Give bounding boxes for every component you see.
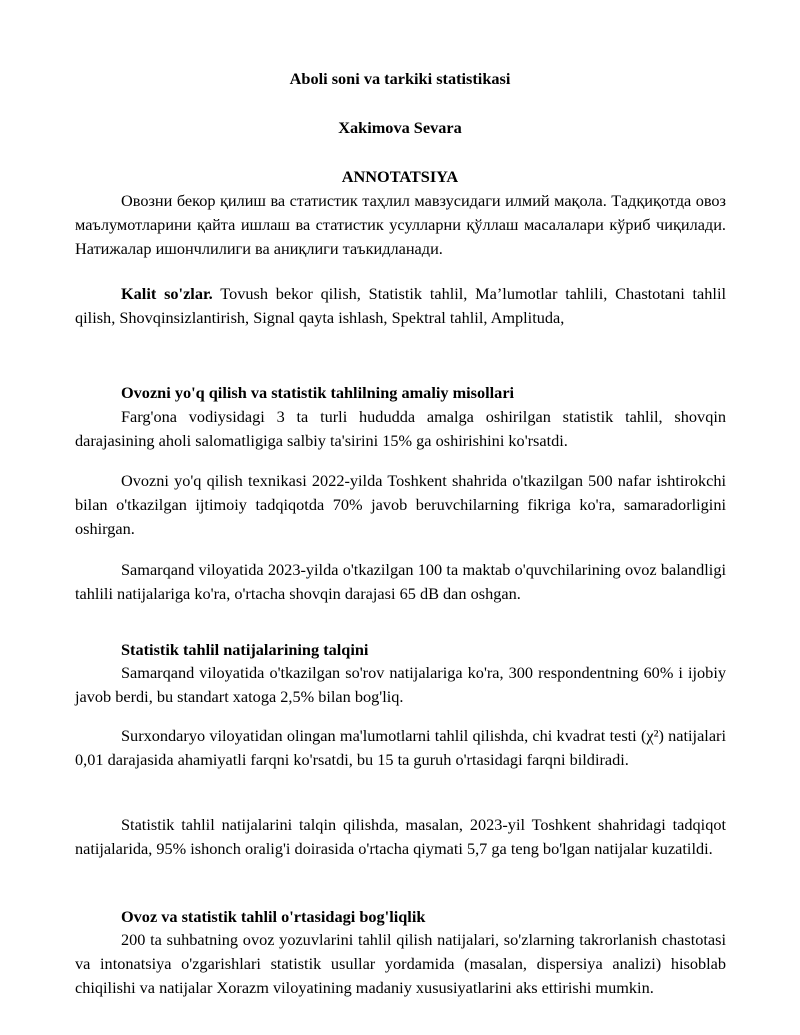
annotation-text: Овозни бекор қилиш ва статистик таҳлил мавзусидаги илмий мақола. Тадқиқотда овоз маълумотларини қайта ишлаш ва статистик усулларни қўллаш масалалари кўриб чиқилади. Натижалар ишончлилиги ва аниқлиги таъкидланади. bbox=[75, 191, 726, 258]
section1-paragraph-3: Samarqand viloyatida 2023-yilda o'tkazilgan 100 ta maktab o'quvchilarining ovoz balandligi tahlili natijalariga ko'ra, o'rtacha shovqin darajasi 65 dB dan oshgan. bbox=[75, 560, 726, 603]
section2-paragraph-2: Surxondaryo viloyatidan olingan ma'lumotlarni tahlil qilishda, chi kvadrat testi (χ²) natijalari 0,01 darajasida ahamiyatli farqni ko'rsatdi, bu 15 ta guruh o'rtasidagi farqni bildiradi. bbox=[75, 726, 726, 769]
annotation-heading: ANNOTATSIYA bbox=[341, 167, 459, 186]
section-heading-relationship: Ovoz va statistik tahlil o'rtasidagi bog'liqlik bbox=[121, 907, 426, 926]
section1-p3-block bbox=[75, 558, 726, 606]
annotation-block bbox=[75, 189, 726, 261]
section1-paragraph-1: Farg'ona vodiysidagi 3 ta turli hududda amalga oshirilgan statistik tahlil, shovqin darajasining aholi salomatligiga salbiy ta'sirini 15% ga oshirishini ko'rsatdi. bbox=[75, 407, 726, 450]
section1-p1-block bbox=[75, 405, 726, 453]
section2-p2-block bbox=[75, 724, 726, 772]
section2-p1-block bbox=[75, 661, 726, 709]
section2-paragraph-3: Statistik tahlil natijalarini talqin qilishda, masalan, 2023-yil Toshkent shahridagi tadqiqot natijalarida, 95% ishonch oralig'i doirasida o'rtacha qiymati 5,7 ga teng bo'lgan natijalar kuzatildi. bbox=[75, 815, 726, 858]
section-heading-interpretation: Statistik tahlil natijalarining talqini bbox=[121, 640, 369, 659]
author-name: Xakimova Sevara bbox=[338, 118, 462, 137]
section2-p3-block bbox=[75, 813, 726, 861]
paper-title: Aboli soni va tarkiki statistikasi bbox=[289, 69, 511, 88]
section3-p1-block bbox=[75, 928, 726, 1000]
section1-p2-block bbox=[75, 469, 726, 541]
keywords-label: Kalit so'zlar. bbox=[121, 284, 213, 303]
section1-paragraph-2: Ovozni yo'q qilish texnikasi 2022-yilda Toshkent shahrida o'tkazilgan 500 nafar ishtirokchi bilan o'tkazilgan ijtimoiy tadqiqotda 70% javob beruvchilarning fikriga ko'ra, samaradorligini oshirgan. bbox=[75, 471, 726, 538]
keywords-paragraph bbox=[75, 282, 726, 330]
keywords-text: Tovush bekor qilish, Statistik tahlil, Ma’lumotlar tahlili, Chastotani tahlil qilish, Shovqinsizlantirish, Signal qayta ishlash, Spektral tahlil, Amplituda, bbox=[75, 284, 726, 327]
keywords-block bbox=[75, 282, 726, 330]
section-heading-examples: Ovozni yo'q qilish va statistik tahlilning amaliy misollari bbox=[121, 383, 515, 402]
section2-paragraph-1: Samarqand viloyatida o'tkazilgan so'rov natijalariga ko'ra, 300 respondentning 60% i ijobiy javob berdi, bu standart xatoga 2,5% bilan bog'liq. bbox=[75, 663, 726, 706]
section3-paragraph-1: 200 ta suhbatning ovoz yozuvlarini tahlil qilish natijalari, so'zlarning takrorlanish chastotasi va intonatsiya o'zgarishlari statistik usullar yordamida (masalan, dispersiya analizi) hisoblab chiqilishi va natijalar Xorazm viloyatining madaniy xususiyatlarini aks ettirishi mumkin. bbox=[75, 930, 726, 997]
